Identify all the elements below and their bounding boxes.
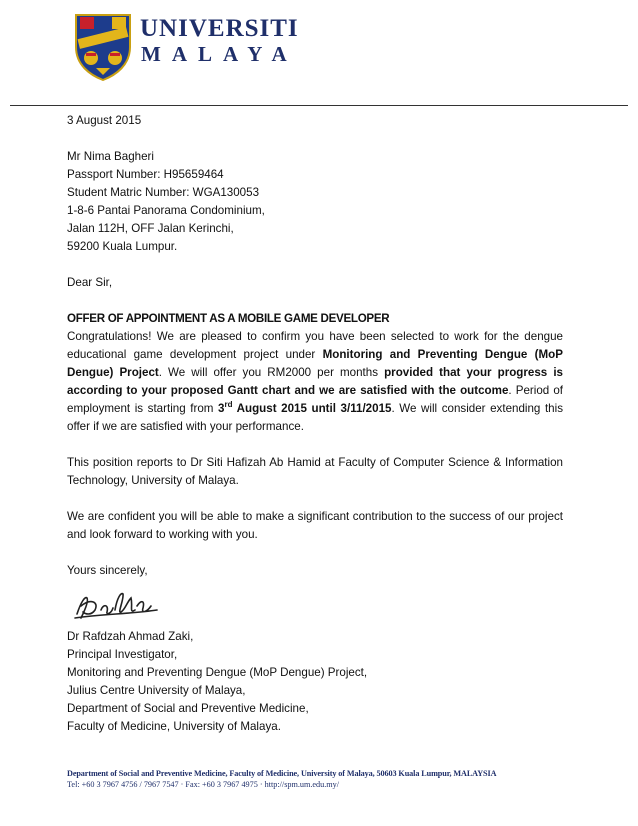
recipient-line: 59200 Kuala Lumpur. <box>67 240 178 253</box>
recipient-line: Passport Number: H95659464 <box>67 168 224 181</box>
offer-condition: provided that your progress is according to your proposed Gantt chart and we are satisfied with the outcome <box>67 366 563 397</box>
signatory-line: Faculty of Medicine, University of Malaya. <box>67 720 281 733</box>
signatory-block <box>67 628 563 736</box>
signature-icon <box>71 584 161 624</box>
offer-paragraph <box>67 328 563 436</box>
paragraph-text: Congratulations! We are pleased to confirm you have been selected to work for the dengue educational game development project under <box>67 330 563 361</box>
closing-paragraph: We are confident you will be able to make a significant contribution to the success of our project and look forward to working with you. <box>67 510 563 541</box>
footer-contact: Tel: +60 3 7967 4756 / 7967 7547 · Fax: +60 3 7967 4975 · http://spm.um.edu.my/ <box>67 780 340 789</box>
recipient-line: Student Matric Number: WGA130053 <box>67 186 260 199</box>
recipient-line: Mr Nima Bagheri <box>67 150 154 163</box>
paragraph-text: . We will offer you RM2000 per months <box>158 366 385 379</box>
letter-footer <box>67 768 567 791</box>
footer-address: Department of Social and Preventive Medicine, Faculty of Medicine, University of Malaya, 50603 Kuala Lumpur, MALAYSIA <box>67 769 497 778</box>
university-subname: MALAYA <box>141 42 298 66</box>
header-rule <box>10 105 628 106</box>
signatory-line: Julius Centre University of Malaya, <box>67 684 246 697</box>
letterhead <box>0 0 638 108</box>
university-crest-icon <box>74 13 132 81</box>
signatory-line: Principal Investigator, <box>67 648 178 661</box>
complimentary-close: Yours sincerely, <box>67 564 148 577</box>
signatory-line: Dr Rafdzah Ahmad Zaki, <box>67 630 194 643</box>
signatory-line: Monitoring and Preventing Dengue (MoP Dengue) Project, <box>67 666 368 679</box>
paragraph-text: . Period of employment is starting from <box>67 384 563 415</box>
paragraph-text: . We will consider extending this offer if we are satisfied with your performance. <box>67 402 563 433</box>
reporting-paragraph: This position reports to Dr Siti Hafizah Ab Hamid at Faculty of Computer Science & Information Technology, University of Malaya. <box>67 456 563 487</box>
university-name: UNIVERSITI <box>140 15 299 42</box>
employment-period: 3rd August 2015 until 3/11/2015 <box>218 400 392 415</box>
project-name: Monitoring and Preventing Dengue (MoP Dengue) Project <box>67 348 563 379</box>
letter-body <box>67 112 563 736</box>
recipient-line: 1-8-6 Pantai Panorama Condominium, <box>67 204 265 217</box>
letter-date: 3 August 2015 <box>67 114 142 127</box>
recipient-line: Jalan 112H, OFF Jalan Kerinchi, <box>67 222 234 235</box>
signatory-line: Department of Social and Preventive Medicine, <box>67 702 309 715</box>
recipient-block <box>67 148 563 256</box>
salutation: Dear Sir, <box>67 276 113 289</box>
letter-subject: OFFER OF APPOINTMENT AS A MOBILE GAME DEVELOPER <box>67 312 390 325</box>
